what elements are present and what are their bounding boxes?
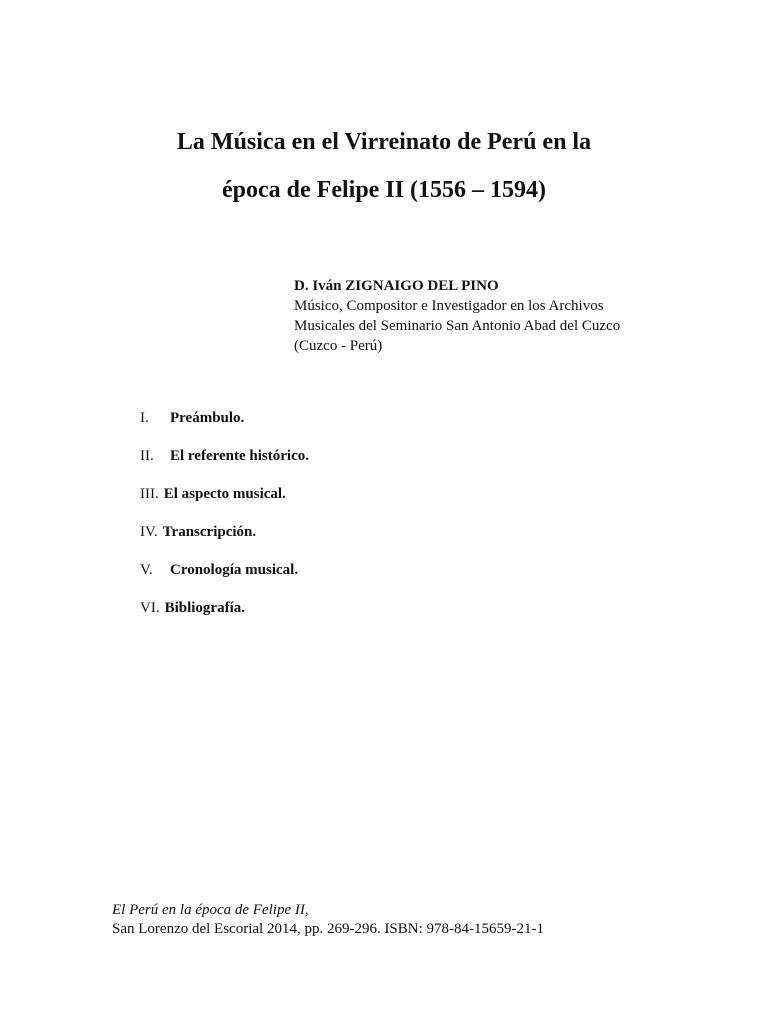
author-block: [294, 276, 734, 356]
toc-item-label: El referente histórico.: [170, 448, 309, 464]
toc-item-preambulo: [140, 408, 560, 446]
page-title-line-2: época de Felipe II (1556 – 1594): [222, 177, 546, 203]
toc-item-number: II.: [140, 448, 154, 464]
toc-item-label: El aspecto musical.: [163, 486, 286, 502]
toc-item-number: III.: [140, 486, 159, 502]
toc-item-transcripcion: [140, 522, 560, 560]
table-of-contents: [140, 408, 560, 636]
toc-item-label: Preámbulo.: [170, 410, 245, 426]
toc-item-number: IV.: [140, 524, 158, 540]
citation-footer: [112, 901, 712, 939]
toc-item-number: VI.: [140, 600, 160, 616]
author-affiliation-line: (Cuzco - Perú): [294, 338, 383, 354]
toc-item-bibliografia: [140, 598, 560, 636]
toc-item-cronologia-musical: [140, 560, 560, 598]
author-affiliation-line: Músico, Compositor e Investigador en los Archivos: [294, 298, 604, 314]
toc-item-label: Transcripción.: [162, 524, 257, 540]
page-title-line-1: La Música en el Virreinato de Perú en la: [176, 129, 592, 155]
footer-source-title: El Perú en la época de Felipe II,: [112, 902, 309, 918]
toc-item-number: V.: [140, 562, 153, 578]
toc-item-label: Cronología musical.: [170, 562, 299, 578]
toc-item-number: I.: [140, 410, 149, 426]
toc-item-referente-historico: [140, 446, 560, 484]
toc-item-aspecto-musical: [140, 484, 560, 522]
author-name: D. Iván ZIGNAIGO DEL PINO: [294, 278, 499, 294]
toc-item-label: Bibliografía.: [164, 600, 245, 616]
author-affiliation-line: Musicales del Seminario San Antonio Abad del Cuzco: [294, 318, 621, 334]
footer-citation: San Lorenzo del Escorial 2014, pp. 269-296. ISBN: 978-84-15659-21-1: [112, 921, 545, 937]
